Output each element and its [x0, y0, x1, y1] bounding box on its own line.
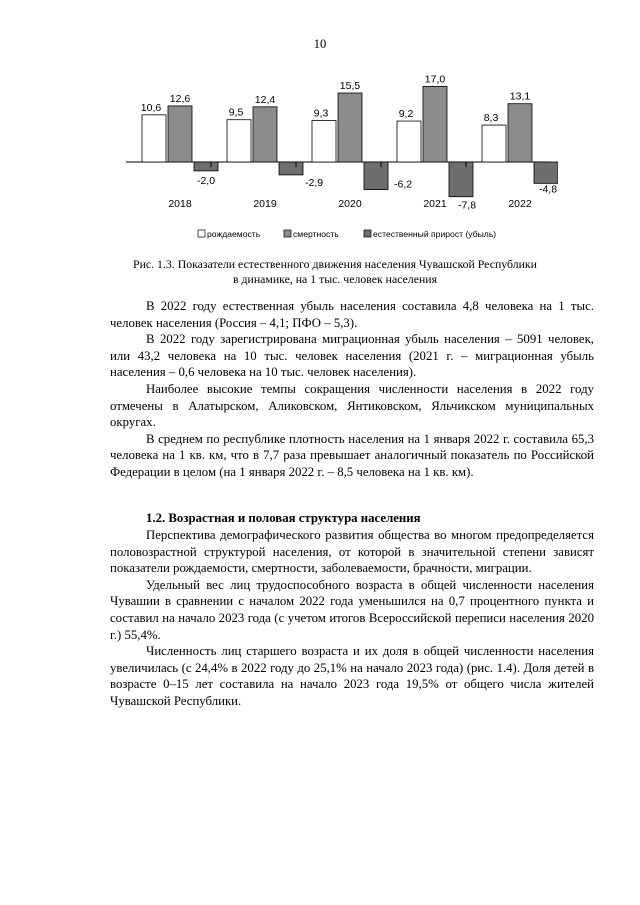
- bar-natural-growth: [364, 162, 388, 190]
- bar-natural-growth: [534, 162, 558, 183]
- data-label: 9,2: [398, 108, 414, 121]
- legend-label: рождаемость: [207, 229, 261, 239]
- legend-swatch: [284, 230, 291, 237]
- bar-birth: [142, 115, 166, 162]
- legend-swatch: [198, 230, 205, 237]
- bar-birth: [312, 121, 336, 162]
- data-label: -6,2: [394, 178, 413, 191]
- data-label: -7,8: [457, 199, 477, 212]
- data-label: 10,6: [140, 101, 162, 114]
- paragraph: В 2022 году зарегистрирована миграционная убыль населения – 5091 человек, или 43,2 человека на 10 тыс. человек населения (2021 г. – миграционная убыль населения – 0,6 человека на 10 тыс. человек населения).: [110, 332, 594, 380]
- paragraph: Удельный вес лиц трудоспособного возраста в общей численности населения Чувашии в сравнении с началом 2022 года уменьшился на 0,7 процентного пункта и составил на начало 2023 года (с учетом итогов Всероссийской переписи населения 2020 г.) 55,4%.: [110, 577, 594, 642]
- data-label: 8,3: [483, 112, 499, 125]
- page-number: 10: [313, 37, 327, 51]
- bar-birth: [227, 120, 251, 162]
- x-axis-category-label: 2021: [423, 198, 447, 210]
- paragraph: Наиболее высокие темпы сокращения численности населения в 2022 году отмечены в Алатырском, Аликовском, Янтиковском, Яльчикском муниципальных округах.: [110, 381, 594, 430]
- bar-death: [508, 104, 532, 162]
- x-axis-category-label: 2018: [168, 198, 192, 210]
- paragraph: Перспектива демографического развития общества во многом предопределяется половозрастной структурой населения, от которой в значительной степени зависят показатели рождаемости, смертности, заболеваемости, брачности, миграции.: [110, 528, 594, 576]
- x-axis-category-label: 2019: [253, 198, 277, 210]
- data-label: 12,4: [254, 93, 276, 106]
- data-label: -2,0: [196, 174, 216, 187]
- natural-movement-bar-chart: [118, 60, 558, 250]
- x-axis-category-label: 2022: [508, 198, 532, 210]
- bar-natural-growth: [279, 162, 303, 175]
- data-label: 9,5: [228, 106, 244, 119]
- legend-label: естественный прирост (убыль): [373, 229, 497, 239]
- section-heading: 1.2. Возрастная и половая структура населения: [146, 511, 421, 525]
- bar-death: [423, 86, 447, 162]
- legend-label: смертность: [293, 229, 339, 239]
- bar-death: [253, 107, 277, 162]
- data-label: -2,9: [305, 176, 324, 189]
- data-label: 13,1: [509, 90, 531, 103]
- caption-line-2: в динамике, на 1 тыс. человек населения: [232, 272, 437, 286]
- bar-birth: [397, 121, 421, 162]
- data-label: -4,8: [538, 183, 558, 196]
- bar-death: [168, 106, 192, 162]
- caption-line-1: Рис. 1.3. Показатели естественного движения населения Чувашской Республики: [133, 257, 537, 271]
- data-label: 15,5: [339, 80, 361, 93]
- x-axis-category-label: 2020: [338, 198, 362, 210]
- figure-caption: [100, 257, 570, 287]
- bar-birth: [482, 125, 506, 162]
- bar-natural-growth: [449, 162, 473, 197]
- data-label: 12,6: [169, 92, 191, 105]
- bar-natural-growth: [194, 162, 218, 171]
- paragraph: Численность лиц старшего возраста и их доля в общей численности населения увеличилась (с 24,4% в 2022 году до 25,1% на начало 2023 года) (рис. 1.4). Доля детей в возрасте 0–15 лет составила на начало 2023 года 19,5% от общего числа жителей Чувашской Республики.: [110, 644, 594, 708]
- data-label: 9,3: [313, 107, 329, 120]
- body-text-block-2: [110, 527, 594, 710]
- bar-death: [338, 93, 362, 162]
- data-label: 17,0: [424, 73, 446, 86]
- body-text-block-1: [110, 298, 594, 481]
- paragraph: В среднем по республике плотность населения на 1 января 2022 г. составила 65,3 человека на 1 кв. км, что в 7,7 раза превышает аналогичный показатель по Российской Федерации в целом (на 1 января 2022 г. – 8,5 человека на 1 кв. км).: [110, 431, 594, 479]
- legend-swatch: [364, 230, 371, 237]
- paragraph: В 2022 году естественная убыль населения составила 4,8 человека на 1 тыс. человек населения (Россия – 4,1; ПФО – 5,3).: [110, 299, 594, 330]
